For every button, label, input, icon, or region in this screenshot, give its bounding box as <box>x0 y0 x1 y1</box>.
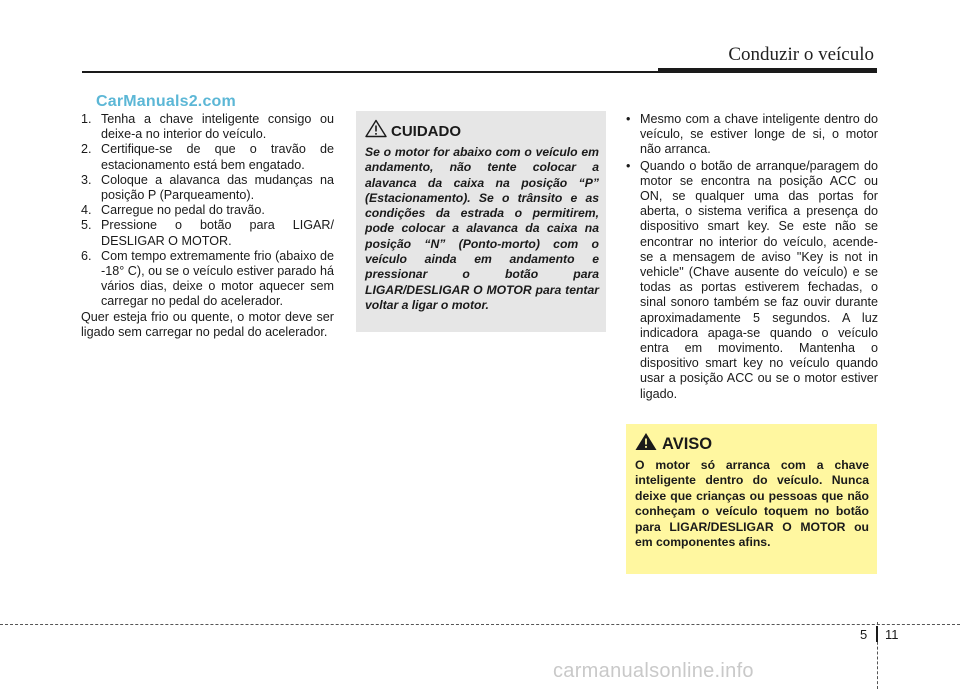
page-header-title: Conduzir o veículo <box>728 44 874 65</box>
step-item: 3. Coloque a alavanca das mudanças na posição P (Parqueamento). <box>81 172 334 203</box>
instructions-column <box>81 112 334 340</box>
warning-title: AVISO <box>662 434 713 453</box>
page-number-separator <box>876 626 878 642</box>
cold-start-note: Quer esteja frio ou quente, o motor deve ser ligado sem carregar no pedal do acelerador. <box>81 309 334 339</box>
chapter-number: 5 <box>860 627 868 642</box>
header-rule-accent <box>658 68 877 73</box>
step-item: 5. Pressione o botão para LIGAR/ DESLIGAR O MOTOR. <box>81 218 334 248</box>
caution-title: CUIDADO <box>391 122 461 140</box>
watermark-footer-link[interactable]: carmanualsonline.info <box>553 660 754 682</box>
bullet-item: • Quando o botão de arranque/paragem do motor se encontra na posição ACC ou ON, se qualquer uma das portas for aberta, o sistema verifica a presença do dispositivo smart key. Se este não se encontrar no interior do veículo, acende-se a mensagem de aviso "Key is not in vehicle" (Chave ausente do veículo) e se todas as portas estiverem fechadas, o sinal sonoro também se faz ouvir durante aproximadamente 5 segundos. A luz indicadora apaga-se quando o veículo entra em movimento. Mantenha o dispositivo smart key no veículo quando usar a posição ACC ou se o motor estiver ligado. <box>626 158 878 401</box>
page-number: 11 <box>885 627 899 642</box>
caution-box <box>356 111 606 332</box>
bullet-item: • Mesmo com a chave inteligente dentro do veículo, se estiver longe de si, o motor não arranca. <box>626 112 878 157</box>
step-item: 2. Certifique-se de que o travão de estacionamento está bem engatado. <box>81 142 334 172</box>
warning-triangle-outline-icon <box>365 119 387 143</box>
warning-triangle-filled-icon <box>635 432 657 456</box>
warning-text: O motor só arranca com a chave inteligente dentro do veículo. Nunca deixe que crianças ou pessoas que não conheçam o veículo toquem no botão para LIGAR/DESLIGAR O MOTOR ou em componentes afins. <box>635 458 869 550</box>
footer-divider <box>0 624 960 625</box>
notes-column <box>622 112 878 403</box>
warning-box <box>626 424 877 574</box>
step-item: 4. Carregue no pedal do travão. <box>81 203 265 218</box>
caution-text: Se o motor for abaixo com o veículo em andamento, não tente colocar a alavanca da caixa na posição “P” (Estacionamento). Se o trânsito e as condições da estrada o permitirem, pode colocar a alavanca da caixa na posição “N” (Ponto-morto) com o veículo ainda em andamento e pressionar o botão para LIGAR/DESLIGAR O MOTOR para tentar voltar a ligar o motor. <box>365 145 599 312</box>
step-item: 1. Tenha a chave inteligente consigo ou deixe-a no interior do veículo. <box>81 112 334 142</box>
step-item: 6. Com tempo extremamente frio (abaixo de -18° C), ou se o veículo estiver parado há vários dias, deixe o motor aquecer sem carregar no pedal do acelerador. <box>81 248 334 309</box>
watermark-link[interactable]: CarManuals2.com <box>96 93 236 110</box>
